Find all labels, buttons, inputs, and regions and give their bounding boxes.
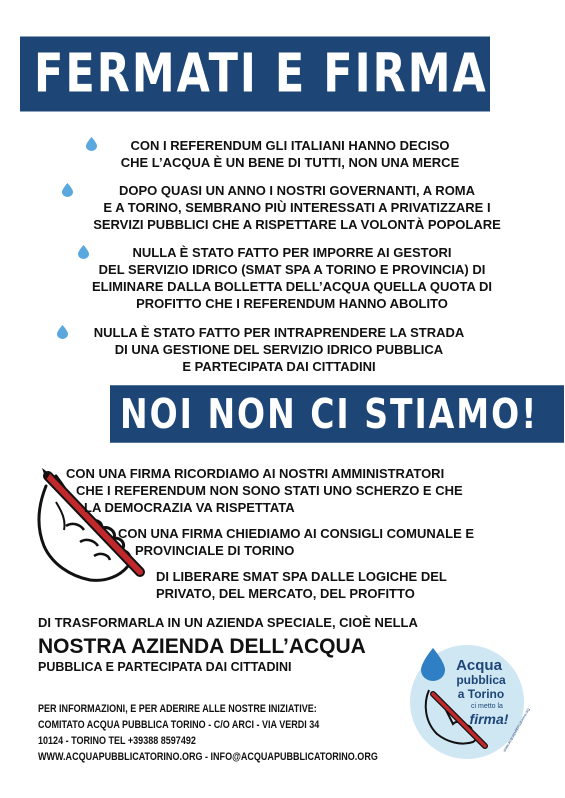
signature-item-4: DI TRASFORMARLA IN UN AZIENDA SPECIALE, CIOÈ NELLA	[38, 615, 418, 630]
government-paragraph: DOPO QUASI UN ANNO I NOSTRI GOVERNANTI, A ROMA E A TORINO, SEMBRANO PIÙ INTERESSATI A PRIVATIZZARE I SERVIZI PUBBLICI CHE A RISPETTARE LA VOLONTÀ POPOLARE	[93, 183, 501, 232]
logo-line-2: pubblica	[456, 673, 506, 687]
big-title: NOSTRA AZIENDA DELL’ACQUA	[38, 635, 366, 658]
smat-paragraph: NULLA È STATO FATTO PER IMPORRE AI GESTORI DEL SERVIZIO IDRICO (SMAT SPA A TORINO E PROVINCIA) DI ELIMINARE DALLA BOLLETTA DELL’ACQUA QUELLA QUOTA DI PROFITTO CHE I REFERENDUM HANNO ABOLITO	[91, 245, 493, 311]
logo-line-3: a Torino	[457, 687, 505, 701]
logo-line-1: Acqua	[456, 657, 502, 674]
logo-line-4: ci metto la	[471, 703, 503, 710]
slogan: NOI NON CI STIAMO!	[120, 389, 539, 438]
info-line[interactable]: WWW.ACQUAPUBBLICATORINO.ORG - INFO@ACQUAPUBBLICATORINO.ORG	[38, 751, 378, 763]
headline: FERMATI E FIRMA!	[34, 42, 510, 106]
info-line: COMITATO ACQUA PUBBLICA TORINO - C/O ARCI - VIA VERDI 34	[38, 719, 320, 731]
logo-url: www.acquapubblicatorino.org	[502, 707, 531, 753]
acqua-pubblica-logo	[407, 642, 531, 762]
contact-info	[38, 701, 378, 765]
info-line: PER INFORMAZIONI, E PER ADERIRE ALLE NOSTRE INIZIATIVE:	[38, 703, 317, 715]
water-drop-icon	[86, 137, 97, 151]
signature-item-3: DI LIBERARE SMAT SPA DALLE LOGICHE DEL PRIVATO, DEL MERCATO, DEL PROFITTO	[156, 569, 447, 601]
info-line: 10124 - TORINO TEL +39388 8597492	[38, 735, 196, 747]
logo-line-5: firma!	[469, 711, 509, 727]
big-subtitle: PUBBLICA E PARTECIPATA DAI CITTADINI	[38, 660, 292, 674]
public-management-paragraph: NULLA È STATO FATTO PER INTRAPRENDERE LA STRADA DI UNA GESTIONE DEL SERVIZIO IDRICO PUBBLICA E PARTECIPATA DAI CITTADINI	[93, 325, 465, 374]
headline-banner	[20, 37, 510, 112]
slogan-banner	[110, 385, 564, 443]
intro-paragraph: CON I REFERENDUM GLI ITALIANI HANNO DECISO CHE L’ACQUA È UN BENE DI TUTTI, NON UNA MERCE	[120, 138, 460, 170]
signature-item-2: CON UNA FIRMA CHIEDIAMO AI CONSIGLI COMUNALE E PROVINCIALE DI TORINO	[118, 526, 475, 558]
signature-item-1: CON UNA FIRMA RICORDIAMO AI NOSTRI AMMINISTRATORI CHE I REFERENDUM NON SONO STATI UNO SCHERZO E CHE LA DEMOCRAZIA VA RISPETTATA	[66, 466, 463, 515]
